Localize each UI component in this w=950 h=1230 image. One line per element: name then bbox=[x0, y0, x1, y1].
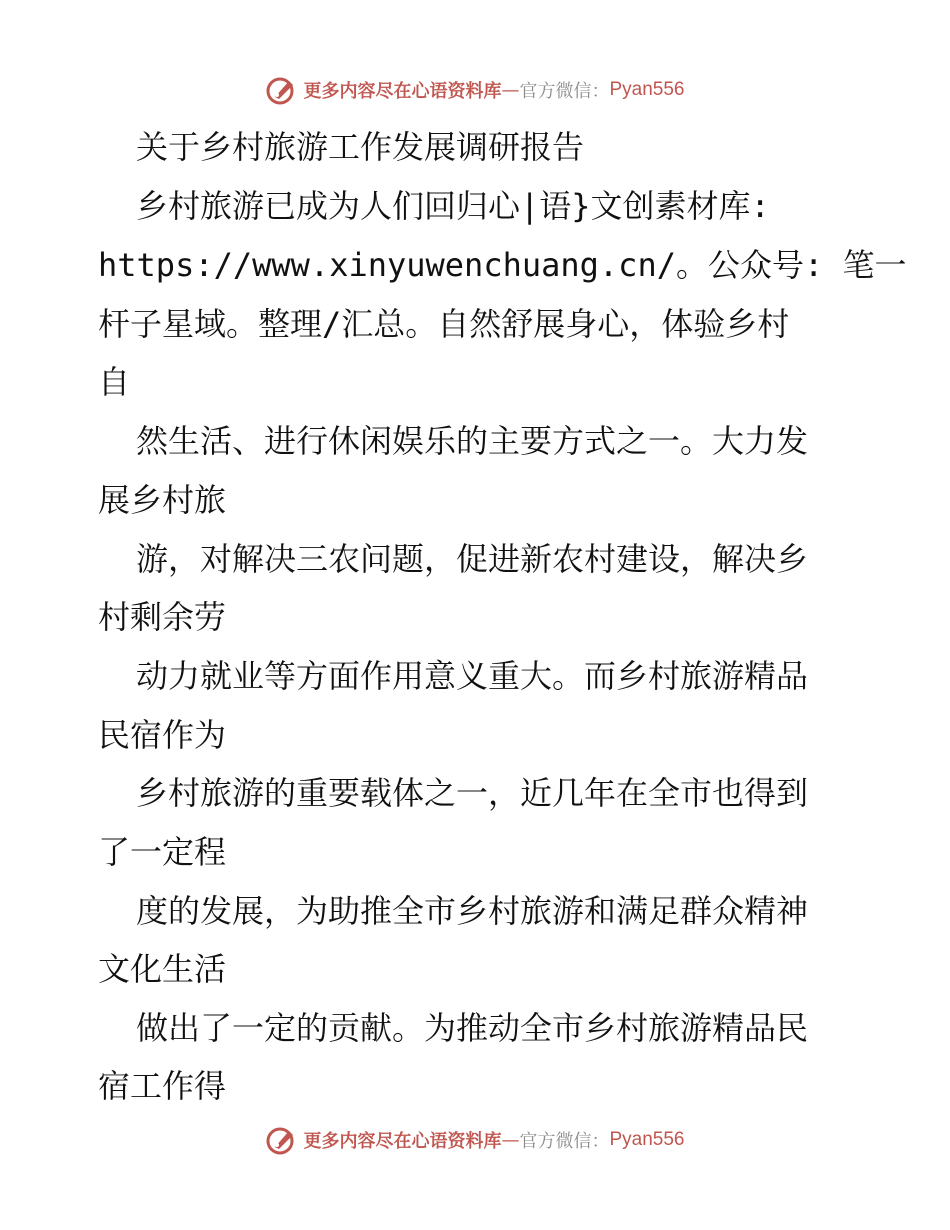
body-line: 宿工作得 bbox=[98, 1067, 227, 1105]
banner-wechat-label: 官方微信： bbox=[519, 81, 610, 102]
banner-wechat-label: 官方微信： bbox=[519, 1131, 610, 1152]
body-line: 展乡村旅 bbox=[98, 481, 227, 519]
footer-banner[interactable] bbox=[0, 1123, 950, 1157]
pen-nib-logo-icon bbox=[265, 1125, 299, 1155]
body-line: 民宿作为 bbox=[98, 716, 227, 754]
document-title: 关于乡村旅游工作发展调研报告 bbox=[136, 128, 585, 166]
body-line: 杆子星域。整理/汇总。自然舒展身心，体验乡村 bbox=[98, 305, 790, 343]
banner-main-text: 更多内容尽在心语资料库 bbox=[303, 81, 502, 102]
body-line: 动力就业等方面作用意义重大。而乡村旅游精品 bbox=[136, 657, 809, 695]
body-line: 文化生活 bbox=[98, 950, 227, 988]
body-line: 了一定程 bbox=[98, 833, 227, 871]
body-line: 村剩余劳 bbox=[98, 598, 227, 636]
body-line: 游，对解决三农问题，促进新农村建设，解决乡 bbox=[136, 540, 809, 578]
banner-wechat-id: Pyan556 bbox=[609, 1129, 685, 1150]
banner-separator: — bbox=[501, 1129, 520, 1151]
body-line: 然生活、进行休闲娱乐的主要方式之一。大力发 bbox=[136, 422, 809, 460]
body-line: 做出了一定的贡献。为推动全市乡村旅游精品民 bbox=[136, 1009, 809, 1047]
body-line: 乡村旅游的重要载体之一，近几年在全市也得到 bbox=[136, 774, 809, 812]
body-line: https://www.xinyuwenchuang.cn/。公众号: 笔一 bbox=[98, 246, 907, 284]
body-line: 度的发展，为助推全市乡村旅游和满足群众精神 bbox=[136, 892, 809, 930]
body-line: 自 bbox=[98, 363, 131, 401]
banner-separator: — bbox=[501, 79, 520, 101]
banner-wechat-id: Pyan556 bbox=[609, 79, 685, 100]
body-line: 乡村旅游已成为人们回归心|语}文创素材库: bbox=[136, 187, 770, 225]
banner-main-text: 更多内容尽在心语资料库 bbox=[303, 1131, 502, 1152]
